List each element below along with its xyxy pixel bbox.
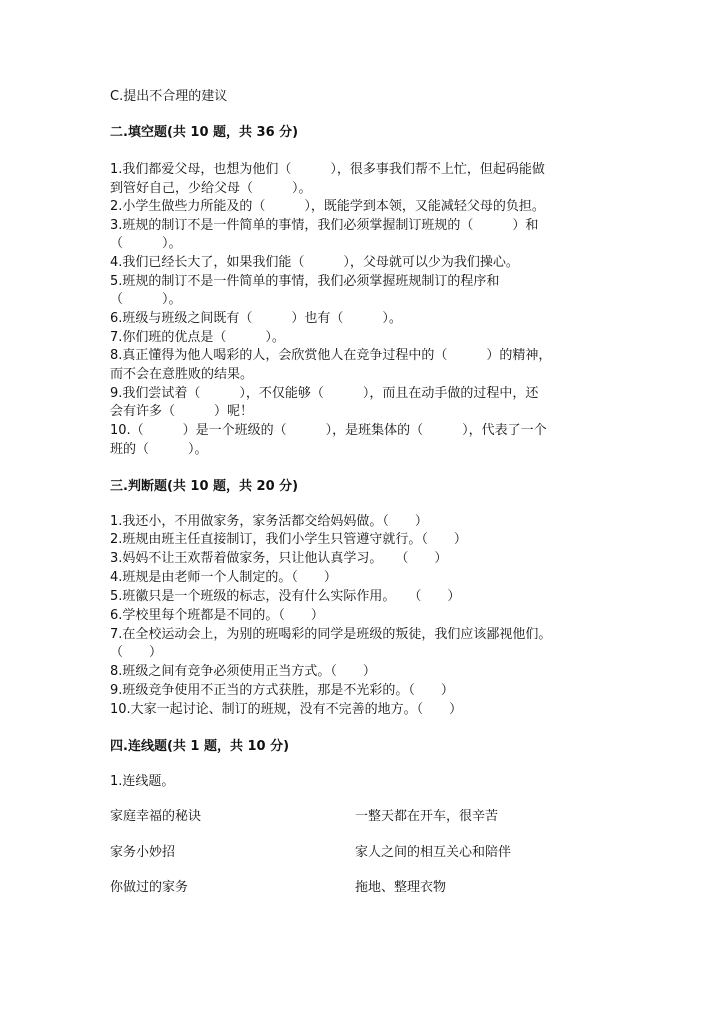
fill-blank-line: 2.小学生做些力所能及的（ ），既能学到本领，又能减轻父母的负担。: [110, 199, 545, 214]
fill-blank-line: （ ）。: [110, 292, 182, 307]
true-false-line: 7.在全校运动会上，为别的班喝彩的同学是班级的叛徒，我们应该鄙视他们。: [110, 627, 552, 642]
matching-right-item: 一整天都在开车，很辛苦: [355, 809, 499, 824]
fill-blank-line: 8.真正懂得为他人喝彩的人，会欣赏他人在竞争过程中的（ ）的精神，: [110, 348, 552, 363]
true-false-line: 5.班徽只是一个班级的标志，没有什么实际作用。 （ ）: [110, 589, 461, 604]
matching-right-item: 拖地、整理衣物: [355, 880, 447, 895]
matching-question: 1.连线题。: [110, 774, 175, 789]
fill-blank-line: 7.你们班的优点是（ ）。: [110, 330, 285, 345]
true-false-line: 3.妈妈不让王欢帮着做家务，只让他认真学习。 （ ）: [110, 551, 448, 566]
true-false-line: 10.大家一起讨论、制订的班规，没有不完善的地方。（ ）: [110, 702, 463, 717]
true-false-line: 2.班规由班主任直接制订，我们小学生只管遵守就行。（ ）: [110, 532, 467, 547]
option-c: C.提出不合理的建议: [110, 89, 228, 104]
fill-blank-line: 而不会在意胜败的结果。: [110, 367, 254, 382]
fill-blank-line: 9.我们尝试着（ ），不仅能够（ ），而且在动手做的过程中，还: [110, 386, 539, 401]
true-false-line: （ ）: [110, 645, 163, 660]
fill-blank-line: 5.班规的制订不是一件简单的事情，我们必须掌握班规制订的程序和: [110, 274, 500, 289]
fill-blank-line: 6.班级与班级之间既有（ ）也有（ ）。: [110, 311, 402, 326]
fill-blank-line: 3.班规的制订不是一件简单的事情，我们必须掌握制订班规的（ ）和: [110, 218, 539, 233]
fill-blank-line: 会有许多（ ）呢！: [110, 404, 254, 419]
fill-blank-line: 4.我们已经长大了，如果我们能（ ），父母就可以少为我们操心。: [110, 255, 519, 270]
true-false-line: 6.学校里每个班都是不同的。（ ）: [110, 608, 324, 623]
true-false-line: 9.班级竞争使用不正当的方式获胜，那是不光彩的。（ ）: [110, 683, 454, 698]
section-heading-true-false: 三.判断题(共 10 题，共 20 分): [110, 479, 299, 494]
matching-left-item: 你做过的家务: [110, 880, 189, 895]
fill-blank-line: 1.我们都爱父母，也想为他们（ ），很多事我们帮不上忙，但起码能做: [110, 162, 545, 177]
matching-left-item: 家务小妙招: [110, 845, 176, 860]
true-false-line: 1.我还小，不用做家务，家务活都交给妈妈做。（ ）: [110, 514, 428, 529]
matching-left-item: 家庭幸福的秘诀: [110, 809, 202, 824]
true-false-line: 8.班级之间有竞争必须使用正当方式。（ ）: [110, 664, 376, 679]
matching-right-item: 家人之间的相互关心和陪伴: [355, 845, 512, 860]
true-false-line: 4.班规是由老师一个人制定的。（ ）: [110, 570, 337, 585]
fill-blank-line: 10.（ ）是一个班级的（ ），是班集体的（ ），代表了一个: [110, 423, 547, 438]
section-heading-fill-blank: 二.填空题(共 10 题，共 36 分): [110, 125, 299, 140]
fill-blank-line: （ ）。: [110, 236, 182, 251]
fill-blank-line: 到管好自己，少给父母（ ）。: [110, 181, 312, 196]
fill-blank-line: 班的（ ）。: [110, 442, 208, 457]
section-heading-matching: 四.连线题(共 1 题，共 10 分): [110, 739, 290, 754]
